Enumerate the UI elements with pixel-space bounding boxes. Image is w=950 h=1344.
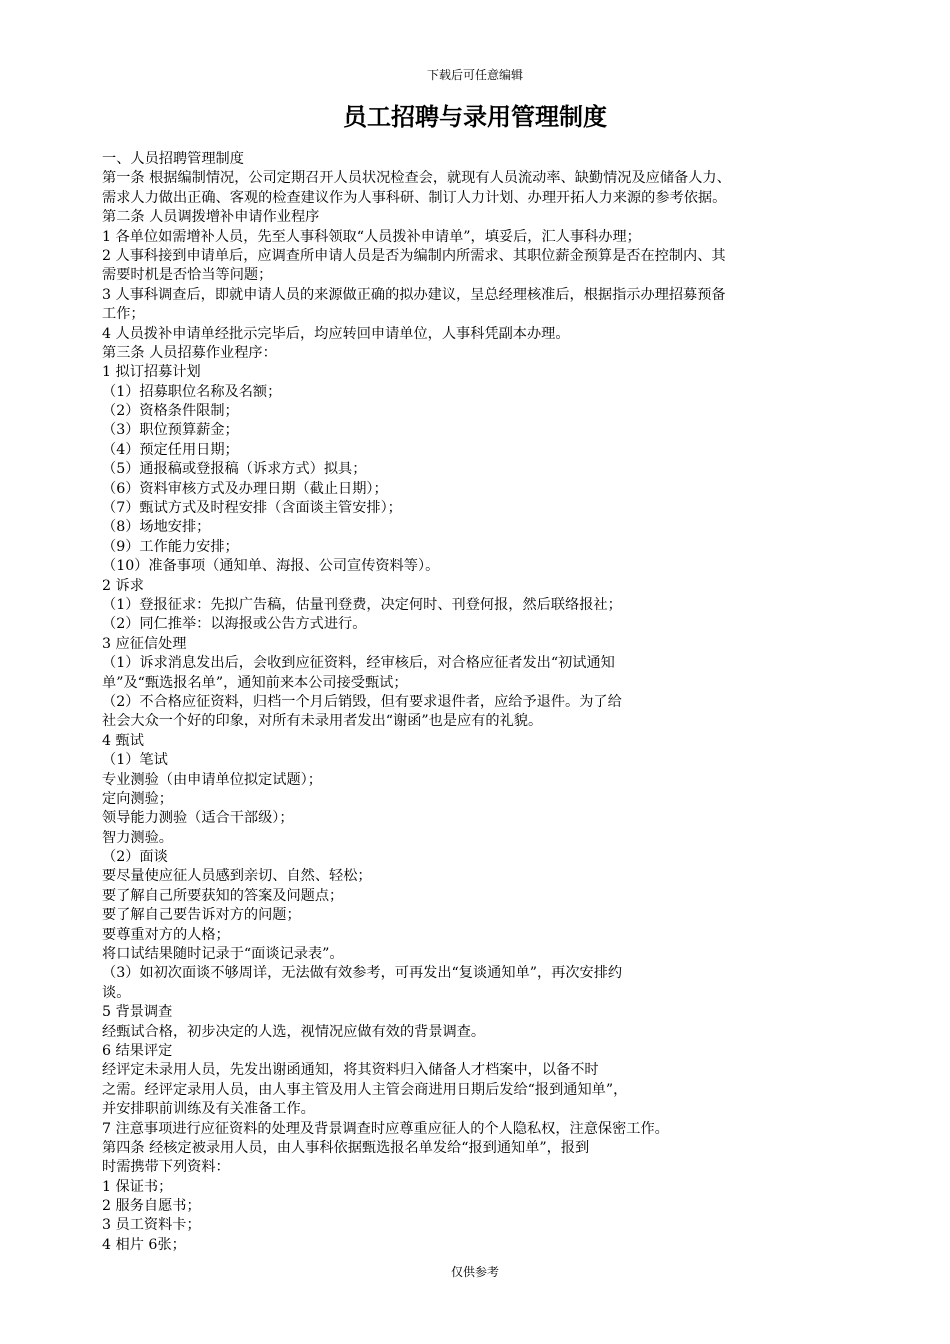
body-line: 智力测验。: [102, 829, 173, 846]
header-note: 下载后可任意编辑: [426, 68, 523, 82]
body-line: 6 结果评定: [102, 1042, 173, 1059]
body-line: （1）诉求消息发出后，会收到应征资料，经审核后，对合格应征者发出“初试通知: [102, 655, 615, 672]
body-line: 社会大众一个好的印象，对所有未录用者发出“谢函”也是应有的礼貌。: [102, 713, 543, 730]
body-line: 2 服务自愿书；: [102, 1198, 201, 1215]
body-line: 2 诉求: [102, 577, 144, 594]
body-line: （5）通报稿或登报稿（诉求方式）拟具；: [102, 461, 367, 478]
body-line: 经评定未录用人员，先发出谢函通知，将其资料归入储备人才档案中，以备不时: [102, 1062, 599, 1079]
body-line: 领导能力测验（适合干部级）；: [102, 810, 294, 827]
body-line: （4）预定任用日期；: [102, 441, 239, 458]
body-line: （3）职位预算薪金；: [102, 422, 239, 439]
body-line: 1 保证书；: [102, 1178, 173, 1195]
body-line: （1）登报征求：先拟广告稿，估量刊登费，决定何时、刊登何报，然后联络报社；: [102, 596, 622, 613]
body-line: 第一条 根据编制情况，公司定期召开人员状况检查会，就现有人员流动率、缺勤情况及应储备人力、: [102, 170, 731, 187]
body-line: 4 相片 6张；: [102, 1236, 186, 1253]
body-line: 一、人员招聘管理制度: [102, 151, 244, 167]
body-line: 时需携带下列资料：: [102, 1159, 230, 1176]
body-line: 第四条 经核定被录用人员，由人事科依据甄选报名单发给“报到通知单”，报到: [102, 1139, 590, 1156]
body-line: （2）不合格应征资料，归档一个月后销毁，但有要求退件者，应给予退件。为了给: [102, 693, 622, 710]
body-line: （8）场地安排；: [102, 519, 211, 536]
body-line: 第二条 人员调拨增补申请作业程序: [102, 209, 320, 226]
footer-note: 仅供参考: [450, 1265, 499, 1279]
document-body: [102, 150, 842, 1255]
body-line: （1）招募职位名称及名额；: [102, 383, 282, 400]
body-line: 3 应征信处理: [102, 635, 187, 652]
body-line: 工作；: [102, 306, 145, 323]
body-line: 第三条 人员招募作业程序：: [102, 344, 277, 361]
document-title: 员工招聘与录用管理制度: [343, 102, 607, 131]
body-line: （10）准备事项（通知单、海报、公司宣传资料等）。: [102, 558, 440, 575]
body-line: 2 人事科接到申请单后，应调查所申请人员是否为编制内所需求、其职位薪金预算是否在控制内、其: [102, 247, 726, 264]
body-line: 要尽量使应征人员感到亲切、自然、轻松；: [102, 868, 372, 885]
body-line: 7 注意事项进行应征资料的处理及背景调查时应尊重应征人的个人隐私权，注意保密工作。: [102, 1120, 669, 1137]
body-line: 定向测验；: [102, 790, 173, 807]
body-line: 单”及“甄选报名单”，通知前来本公司接受甄试；: [102, 674, 408, 691]
body-line: 4 人员拨补申请单经批示完毕后，均应转回申请单位，人事科凭副本办理。: [102, 325, 570, 342]
body-line: 3 员工资料卡；: [102, 1217, 201, 1234]
body-line: 1 拟订招募计划: [102, 364, 201, 381]
body-line: 要了解自己要告诉对方的问题；: [102, 907, 301, 924]
body-line: 谈。: [102, 984, 131, 1001]
body-line: 要了解自己所要获知的答案及问题点；: [102, 887, 344, 904]
body-line: （2）同仁推举：以海报或公告方式进行。: [102, 616, 367, 633]
body-line: 1 各单位如需增补人员，先至人事科领取“人员拨补申请单”，填妥后，汇人事科办理；: [102, 228, 641, 245]
body-line: 要尊重对方的人格；: [102, 926, 230, 943]
body-line: 专业测验（由申请单位拟定试题）；: [102, 771, 322, 788]
body-line: （6）资料审核方式及办理日期（截止日期）；: [102, 480, 388, 497]
body-line: （1）笔试: [102, 752, 168, 769]
body-line: （2）资格条件限制；: [102, 403, 239, 420]
body-line: 需求人力做出正确、客观的检查建议作为人事科研、制订人力计划、办理开拓人力来源的参考依据。: [102, 189, 727, 206]
body-line: 需要时机是否恰当等问题；: [102, 267, 273, 284]
body-line: （9）工作能力安排；: [102, 538, 239, 555]
body-line: 经甄试合格，初步决定的人选，视情况应做有效的背景调查。: [102, 1023, 486, 1040]
body-line: 并安排职前训练及有关准备工作。: [102, 1101, 315, 1118]
body-line: 之需。经评定录用人员，由人事主管及用人主管会商进用日期后发给“报到通知单”，: [102, 1081, 628, 1098]
body-line: 4 甄试: [102, 732, 144, 749]
body-line: （2）面谈: [102, 849, 168, 866]
body-line: 5 背景调查: [102, 1004, 173, 1021]
body-line: 3 人事科调查后，即就申请人员的来源做正确的拟办建议，呈总经理核准后，根据指示办理招募预备: [102, 286, 726, 303]
body-line: （3）如初次面谈不够周详，无法做有效参考，可再发出“复谈通知单”，再次安排约: [102, 965, 623, 982]
body-line: （7）甄试方式及时程安排（含面谈主管安排）；: [102, 500, 402, 517]
body-line: 将口试结果随时记录于“面谈记录表”。: [102, 946, 344, 963]
